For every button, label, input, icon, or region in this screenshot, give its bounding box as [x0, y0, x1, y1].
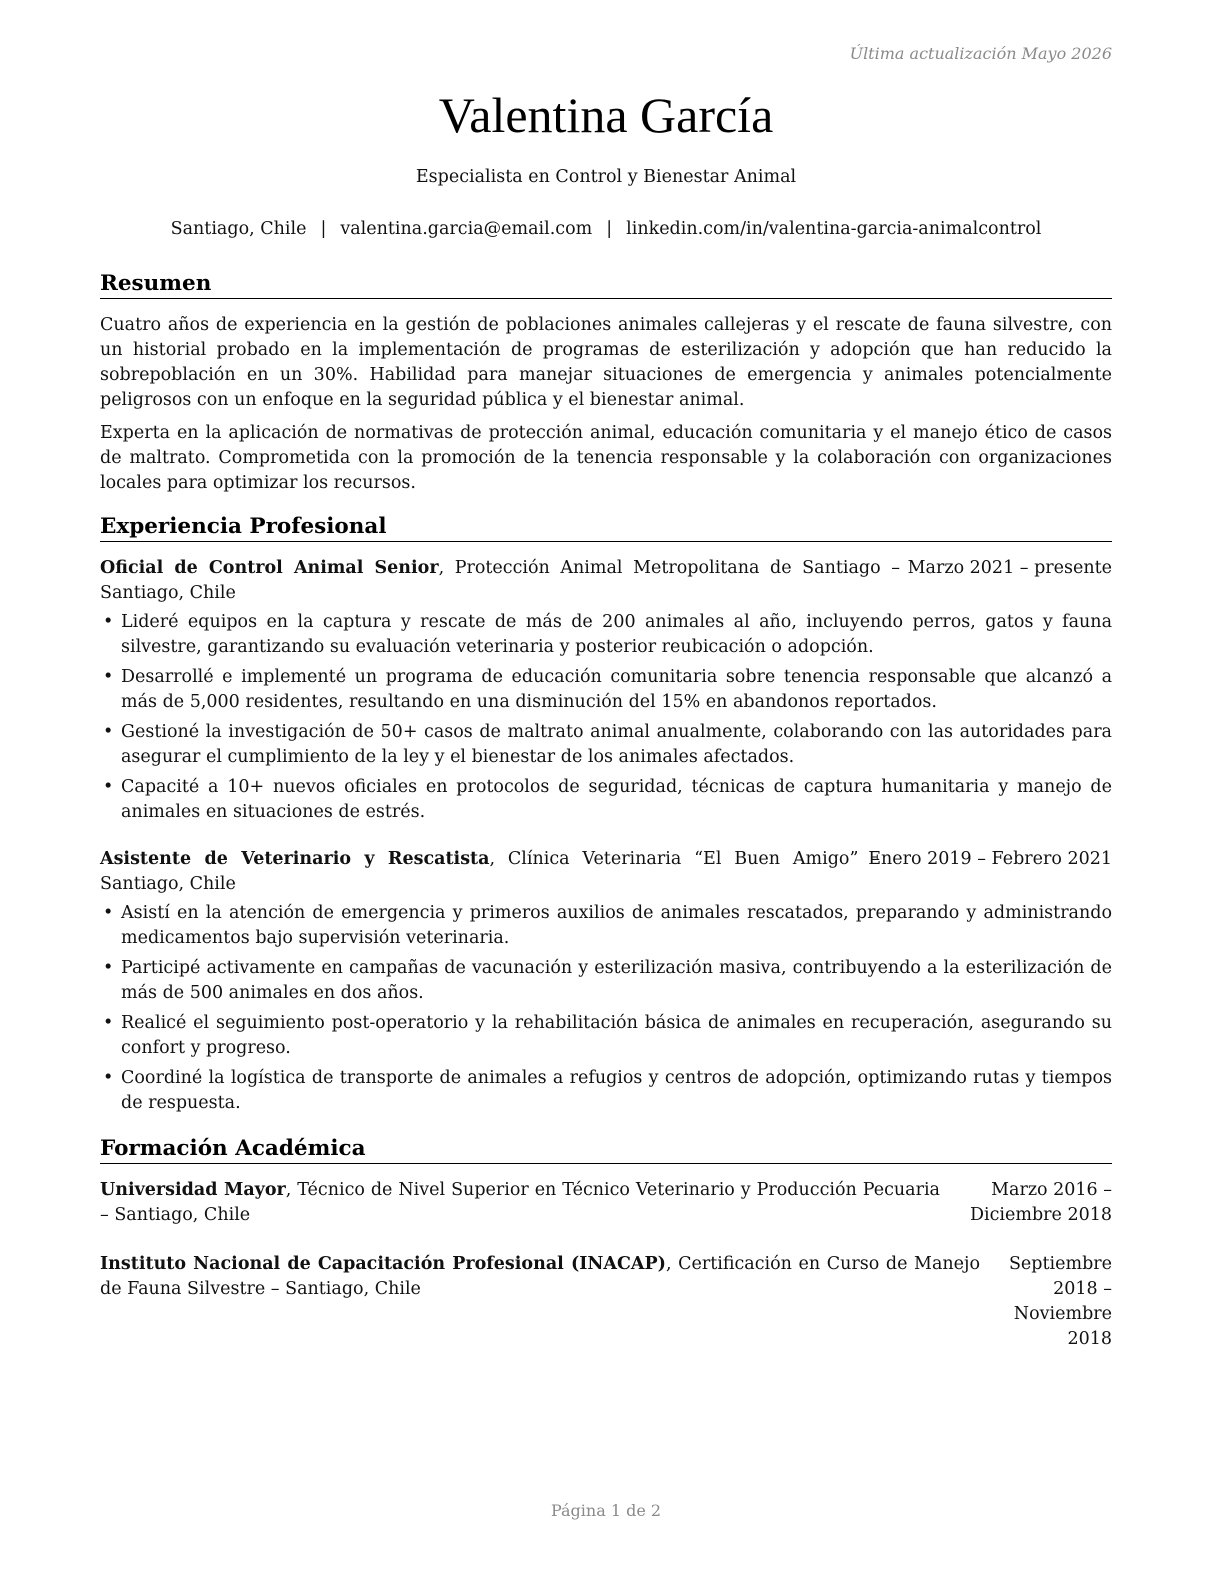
bullet-text: Coordiné la logística de transporte de animales a refugios y centros de adopción, optimizando rutas y tiempos de respuesta. [121, 1068, 1112, 1113]
bullet-icon: • [103, 777, 114, 797]
education-section [100, 1136, 1112, 1349]
list-item [100, 610, 1112, 660]
list-item [100, 901, 1112, 951]
job-entry [100, 556, 1112, 825]
education-institution: Instituto Nacional de Capacitación Profesional (INACAP) [100, 1254, 666, 1274]
summary-heading: Resumen [100, 272, 1112, 299]
bullet-icon: • [103, 903, 114, 923]
contact-line [0, 219, 1212, 239]
bullet-text: Desarrollé e implementé un programa de educación comunitaria sobre tenencia responsable que alcanzó a más de 5,000 residentes, resultando en una disminución del 15% en abandonos reportados. [121, 667, 1112, 712]
contact-location: Santiago, Chile [170, 219, 307, 239]
list-item [100, 665, 1112, 715]
job-org: , Protección Animal Metropolitana de Santiago – Santiago, Chile [100, 558, 900, 603]
job-dates: Enero 2019 – Febrero 2021 [868, 849, 1112, 869]
education-title-line [100, 1178, 940, 1228]
education-dates: Marzo 2016 – Diciembre 2018 [970, 1180, 1112, 1225]
education-detail: , Certificación en Curso de Manejo de Fauna Silvestre – Santiago, Chile [100, 1254, 981, 1299]
list-item [100, 775, 1112, 825]
page-number: Página 1 de 2 [550, 1501, 662, 1520]
bullet-text: Participé activamente en campañas de vacunación y esterilización masiva, contribuyendo a la esterilización de más de 500 animales en dos años. [121, 958, 1112, 1003]
education-dates: Septiembre 2018 – Noviembre 2018 [1008, 1254, 1112, 1349]
education-title-line [100, 1252, 980, 1302]
bullet-text: Lideré equipos en la captura y rescate de más de 200 animales al año, incluyendo perros, gatos y fauna silvestre, garantizando su evaluación veterinaria y posterior reubicación o adopción. [121, 612, 1112, 657]
job-bullets [100, 901, 1112, 1116]
experience-section [100, 515, 1112, 1121]
contact-separator: | [320, 219, 327, 239]
bullet-text: Gestioné la investigación de 50+ casos de maltrato animal anualmente, colaborando con las autoridades para asegurar el cumplimiento de la ley y el bienestar de los animales afectados. [121, 722, 1112, 767]
bullet-text: Asistí en la atención de emergencia y primeros auxilios de animales rescatados, preparando y administrando medicamentos bajo supervisión veterinaria. [121, 903, 1112, 948]
job-dates: Marzo 2021 – presente [907, 558, 1112, 578]
summary-section [100, 272, 1112, 504]
job-org: , Clínica Veterinaria “El Buen Amigo” – Santiago, Chile [100, 849, 880, 894]
list-item [100, 720, 1112, 770]
education-heading: Formación Académica [100, 1137, 1112, 1164]
contact-linkedin[interactable]: linkedin.com/in/valentina-garcia-animalcontrol [626, 219, 1042, 239]
education-detail: , Técnico de Nivel Superior en Técnico Veterinario y Producción Pecuaria – Santiago, Chile [100, 1180, 940, 1225]
list-item [100, 1066, 1112, 1116]
bullet-text: Capacité a 10+ nuevos oficiales en protocolos de seguridad, técnicas de captura humanitaria y manejo de animales en situaciones de estrés. [121, 777, 1112, 822]
summary-paragraph: Cuatro años de experiencia en la gestión de poblaciones animales callejeras y el rescate de fauna silvestre, con un historial probado en la implementación de programas de esterilización y adopción que han reducido la sobrepoblación en un 30%. Habilidad para manejar situaciones de emergencia y animales potencialmente peligrosos con un enfoque en la seguridad pública y el bienestar animal. [100, 315, 1112, 410]
candidate-title: Especialista en Control y Bienestar Animal [415, 167, 797, 187]
job-role: Asistente de Veterinario y Rescatista [100, 849, 490, 869]
education-institution: Universidad Mayor [100, 1180, 286, 1200]
education-entry [100, 1252, 1112, 1349]
list-item [100, 1011, 1112, 1061]
experience-heading: Experiencia Profesional [100, 515, 1112, 542]
job-title-line [100, 556, 900, 606]
job-role: Oficial de Control Animal Senior [100, 558, 439, 578]
job-header [100, 556, 1112, 606]
list-item [100, 956, 1112, 1006]
job-title-line [100, 847, 880, 897]
contact-separator: | [606, 219, 613, 239]
job-entry [100, 847, 1112, 1116]
last-updated: Última actualización Mayo 2026 [849, 44, 1112, 63]
bullet-icon: • [103, 1068, 114, 1088]
job-header [100, 847, 1112, 897]
bullet-icon: • [103, 958, 114, 978]
contact-email[interactable]: valentina.garcia@email.com [340, 219, 593, 239]
bullet-icon: • [103, 667, 114, 687]
bullet-text: Realicé el seguimiento post-operatorio y la rehabilitación básica de animales en recuperación, asegurando su confort y progreso. [121, 1013, 1112, 1058]
bullet-icon: • [103, 612, 114, 632]
summary-paragraph: Experta en la aplicación de normativas de protección animal, educación comunitaria y el manejo ético de casos de maltrato. Comprometida con la promoción de la tenencia responsable y la colaboración con organizaciones locales para optimizar los recursos. [100, 423, 1112, 493]
job-bullets [100, 610, 1112, 825]
bullet-icon: • [103, 1013, 114, 1033]
candidate-name: Valentina García [438, 87, 774, 143]
education-entry [100, 1178, 1112, 1228]
bullet-icon: • [103, 722, 114, 742]
